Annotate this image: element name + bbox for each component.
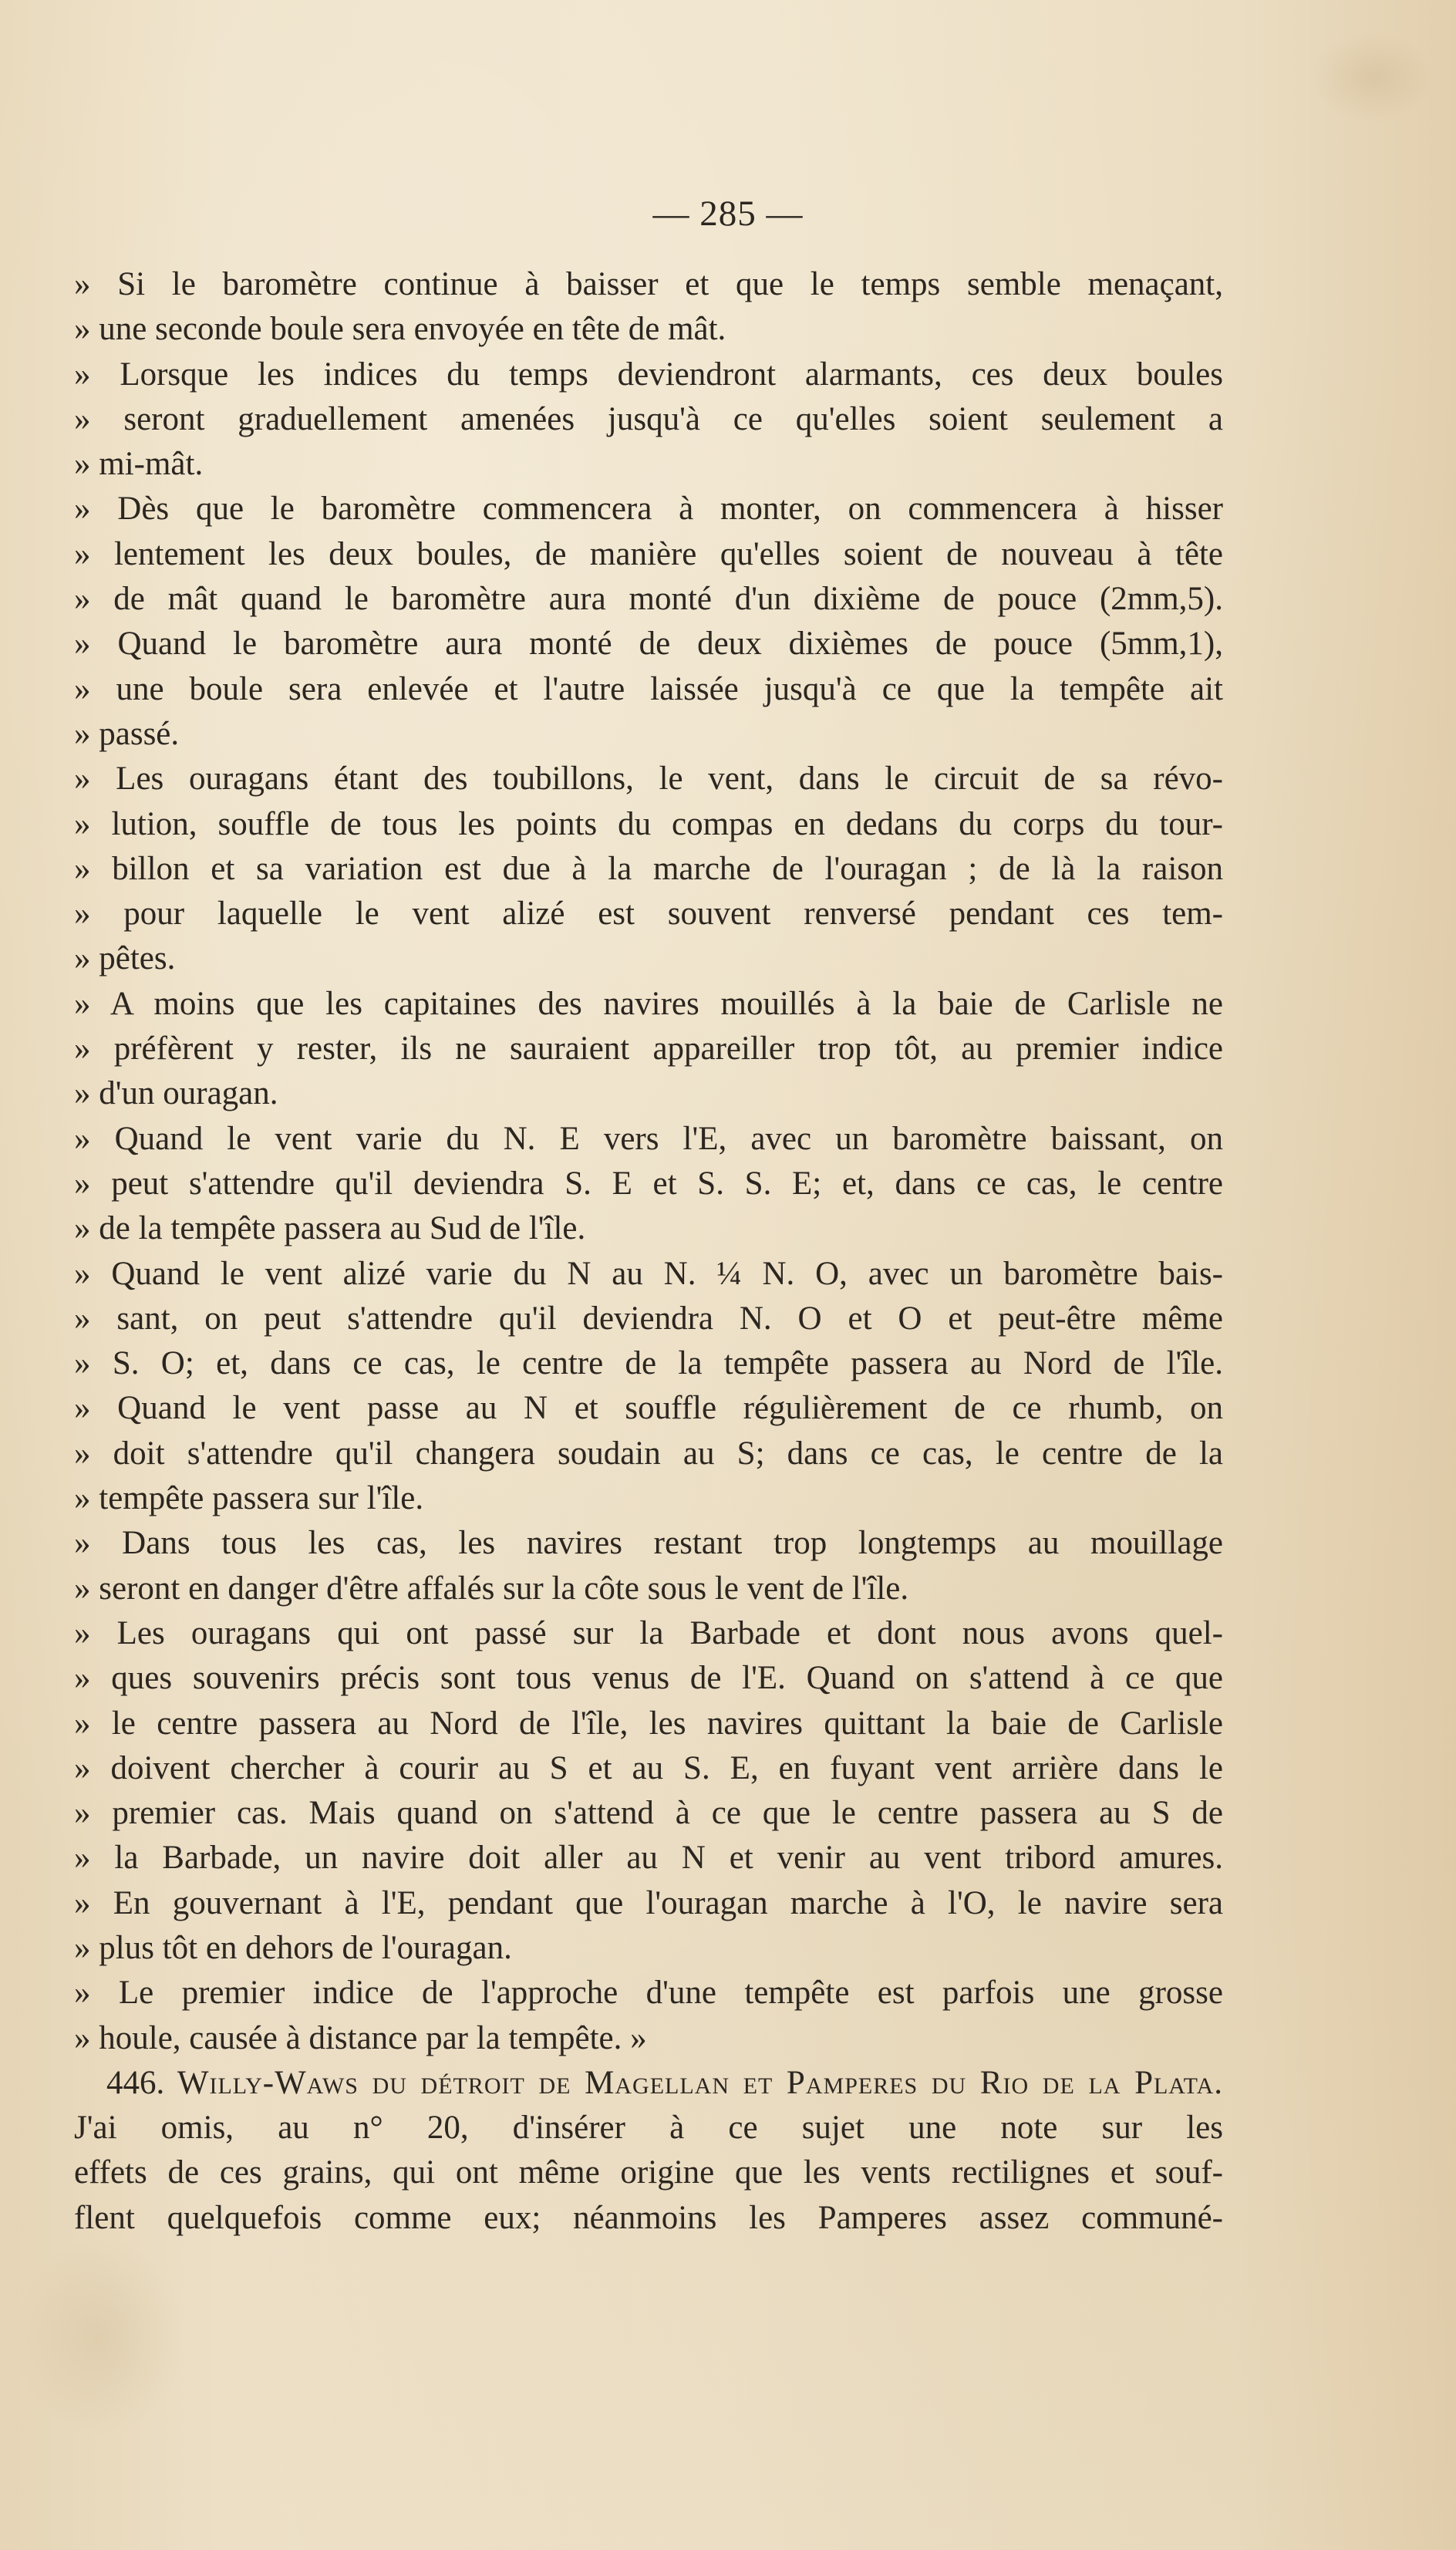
- text-line: » le centre passera au Nord de l'île, les navires quittant la baie de Carlisle: [74, 1705, 1223, 1742]
- text-line: » billon et sa variation est due à la marche de l'ouragan ; de là la raison: [74, 850, 1223, 887]
- text-line: » peut s'attendre qu'il deviendra S. E et S. S. E; et, dans ce cas, le centre: [74, 1165, 1223, 1202]
- paper-stain: [15, 2237, 185, 2437]
- text-line: » Quand le baromètre aura monté de deux dixièmes de pouce (5mm,1),: [74, 626, 1223, 663]
- text-line: » Quand le vent alizé varie du N au N. ¼ N. O, avec un baromètre bais-: [74, 1255, 1223, 1292]
- text-line: » seront en danger d'être affalés sur la côte sous le vent de l'île.: [74, 1570, 909, 1607]
- text-line: » la Barbade, un navire doit aller au N et venir au vent tribord amures.: [74, 1840, 1223, 1877]
- text-line: » Les ouragans étant des toubillons, le vent, dans le circuit de sa révo-: [74, 761, 1223, 798]
- text-line: » Si le baromètre continue à baisser et que le temps semble menaçant,: [74, 266, 1223, 302]
- text-line: » plus tôt en dehors de l'ouragan.: [74, 1929, 512, 1966]
- text-line: » Les ouragans qui ont passé sur la Barbade et dont nous avons quel-: [74, 1614, 1223, 1651]
- text-line: » d'un ouragan.: [74, 1075, 278, 1112]
- text-line: effets de ces grains, qui ont même origine que les vents rectilignes et souf-: [74, 2154, 1223, 2191]
- text-line: » sant, on peut s'attendre qu'il deviendra N. O et O et peut-être même: [74, 1300, 1223, 1337]
- text-line: » seront graduellement amenées jusqu'à ce qu'elles soient seulement a: [74, 400, 1223, 437]
- paper-stain: [1311, 31, 1434, 123]
- text-line: » mi-mât.: [74, 446, 204, 483]
- text-line: » Dans tous les cas, les navires restant trop longtemps au mouillage: [74, 1525, 1223, 1562]
- text-line: J'ai omis, au n° 20, d'insérer à ce sujet une note sur les: [74, 2110, 1223, 2147]
- text-line: » doit s'attendre qu'il changera soudain au S; dans ce cas, le centre de la: [74, 1435, 1223, 1472]
- text-line: » une boule sera enlevée et l'autre laissée jusqu'à ce que la tempête ait: [74, 670, 1223, 707]
- text-line: » de mât quand le baromètre aura monté d'un dixième de pouce (2mm,5).: [74, 581, 1223, 618]
- page-number: — 285 —: [652, 194, 804, 234]
- text-line: » tempête passera sur l'île.: [74, 1480, 424, 1517]
- text-line: » lentement les deux boules, de manière qu'elles soient de nouveau à tête: [74, 535, 1223, 572]
- section-title: Willy-Waws du détroit de Magellan et Pamperes du Rio de la Plata.: [177, 2064, 1223, 2101]
- text-line: » Quand le vent varie du N. E vers l'E, avec un baromètre baissant, on: [74, 1120, 1223, 1157]
- text-line: » doivent chercher à courir au S et au S. E, en fuyant vent arrière dans le: [74, 1749, 1223, 1786]
- section-number: 446.: [106, 2064, 165, 2101]
- text-line: » une seconde boule sera envoyée en tête de mât.: [74, 311, 726, 348]
- body-text: [74, 262, 1223, 2241]
- text-line: flent quelquefois comme eux; néanmoins les Pamperes assez communé-: [74, 2199, 1223, 2236]
- text-line: » En gouvernant à l'E, pendant que l'ouragan marche à l'O, le navire sera: [74, 1884, 1223, 1921]
- text-line: » A moins que les capitaines des navires mouillés à la baie de Carlisle ne: [74, 985, 1223, 1022]
- text-line: » passé.: [74, 715, 180, 752]
- text-line: » Le premier indice de l'approche d'une tempête est parfois une grosse: [74, 1975, 1223, 2012]
- section-heading-line: [74, 2061, 1223, 2106]
- text-line: » Quand le vent passe au N et souffle régulièrement de ce rhumb, on: [74, 1390, 1223, 1427]
- text-line: » pour laquelle le vent alizé est souvent renversé pendant ces tem-: [74, 896, 1223, 933]
- text-line: » pêtes.: [74, 940, 176, 977]
- text-line: » de la tempête passera au Sud de l'île.: [74, 1210, 586, 1247]
- text-line: » lution, souffle de tous les points du compas en dedans du corps du tour-: [74, 805, 1223, 842]
- text-line: » Lorsque les indices du temps deviendront alarmants, ces deux boules: [74, 356, 1223, 393]
- text-line: » préfèrent y rester, ils ne sauraient appareiller trop tôt, au premier indice: [74, 1030, 1223, 1068]
- text-line: » S. O; et, dans ce cas, le centre de la tempête passera au Nord de l'île.: [74, 1345, 1223, 1382]
- text-line: » ques souvenirs précis sont tous venus de l'E. Quand on s'attend à ce que: [74, 1660, 1223, 1697]
- text-line: » premier cas. Mais quand on s'attend à ce que le centre passera au S de: [74, 1795, 1223, 1832]
- text-line: » Dès que le baromètre commencera à monter, on commencera à hisser: [74, 491, 1223, 528]
- text-line: » houle, causée à distance par la tempête. »: [74, 2019, 647, 2056]
